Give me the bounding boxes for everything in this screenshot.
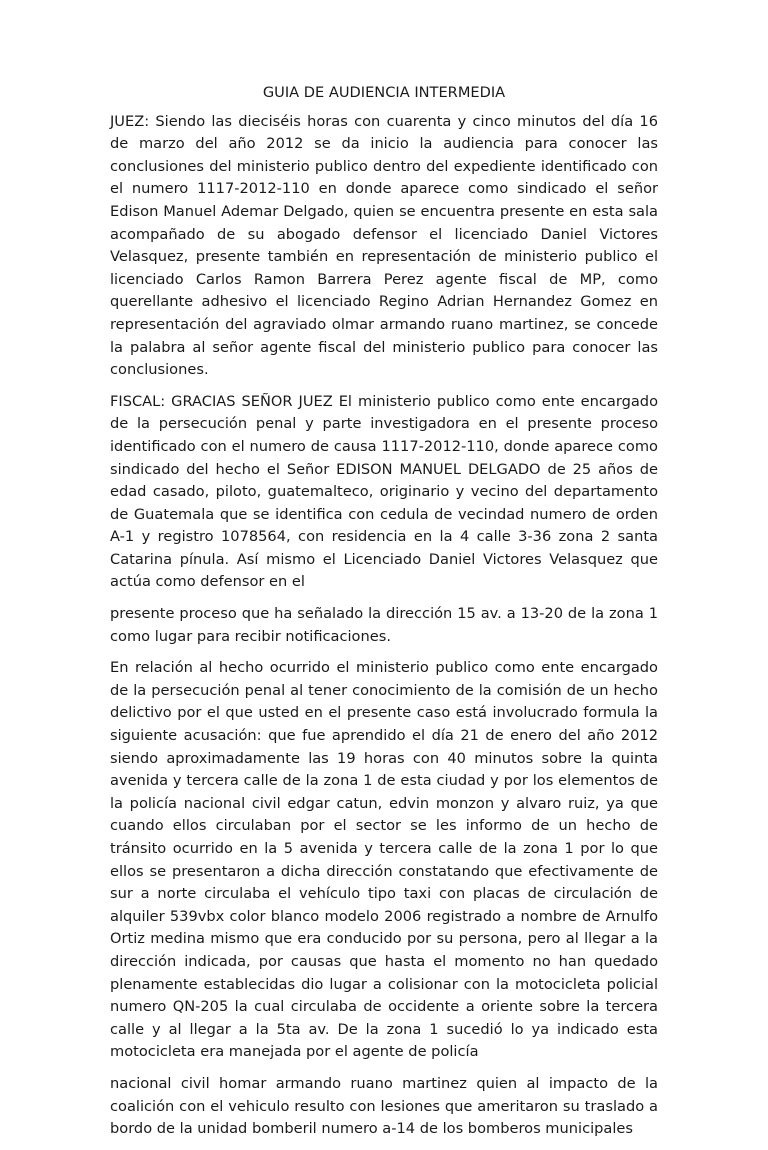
document-title: GUIA DE AUDIENCIA INTERMEDIA xyxy=(262,84,506,101)
paragraph-notificaciones: presente proceso que ha señalado la dirección 15 av. a 13-20 de la zona 1 como lugar para recibir notificaciones. xyxy=(110,605,658,645)
paragraph-juez: JUEZ: Siendo las dieciséis horas con cuarenta y cinco minutos del día 16 de marzo del año 2012 se da inicio la audiencia para conocer las conclusiones del ministerio publico dentro del expediente identificado con el numero 1117-2012-110 en donde aparece como sindicado el señor Edison Manuel Ademar Delgado, quien se encuentra presente en esta sala acompañado de su abogado defensor el licenciado Daniel Victores Velasquez, presente también en representación de ministerio publico el licenciado Carlos Ramon Barrera Perez agente fiscal de MP, como querellante adhesivo el licenciado Regino Adrian Hernandez Gomez en representación del agraviado olmar armando ruano martinez, se concede la palabra al señor agente fiscal del ministerio publico para conocer las conclusiones. xyxy=(110,112,658,379)
document-body xyxy=(110,82,658,1150)
paragraph-acusacion: En relación al hecho ocurrido el ministerio publico como ente encargado de la persecución penal al tener conocimiento de la comisión de un hecho delictivo por el que usted en el presente caso está involucrado formula la siguiente acusación: que fue aprendido el día 21 de enero del año 2012 siendo aproximadamente las 19 horas con 40 minutos sobre la quinta avenida y tercera calle de la zona 1 de esta ciudad y por los elementos de la policía nacional civil edgar catun, edvin monzon y alvaro ruiz, ya que cuando ellos circulaban por el sector se les informo de un hecho de tránsito ocurrido en la 5 avenida y tercera calle de la zona 1 por lo que ellos se presentaron a dicha dirección constatando que efectivamente de sur a norte circulaba el vehículo tipo taxi con placas de circulación de alquiler 539vbx color blanco modelo 2006 registrado a nombre de Arnulfo Ortiz medina mismo que era conducido por su persona, pero al llegar a la dirección indicada, por causas que hasta el momento no han quedado plenamente establecidas dio lugar a colisionar con la motocicleta policial numero QN-205 la cual circulaba de occidente a oriente sobre la tercera calle y al llegar a la 5ta av. De la zona 1 sucedió lo ya indicado esta motocicleta era manejada por el agente de policía xyxy=(110,659,658,1061)
paragraph-lesiones: nacional civil homar armando ruano martinez quien al impacto de la coalición con el vehiculo resulto con lesiones que ameritaron su traslado a bordo de la unidad bomberil numero a-14 de los bomberos municipales xyxy=(110,1074,658,1138)
paragraph-fiscal: FISCAL: GRACIAS SEÑOR JUEZ El ministerio publico como ente encargado de la persecución penal y parte investigadora en el presente proceso identificado con el numero de causa 1117-2012-110, donde aparece como sindicado del hecho el Señor EDISON MANUEL DELGADO de 25 años de edad casado, piloto, guatemalteco, originario y vecino del departamento de Guatemala que se identifica con cedula de vecindad numero de orden A-1 y registro 1078564, con residencia en la 4 calle 3-36 zona 2 santa Catarina pínula. Así mismo el Licenciado Daniel Victores Velasquez que actúa como defensor en el xyxy=(110,392,658,591)
